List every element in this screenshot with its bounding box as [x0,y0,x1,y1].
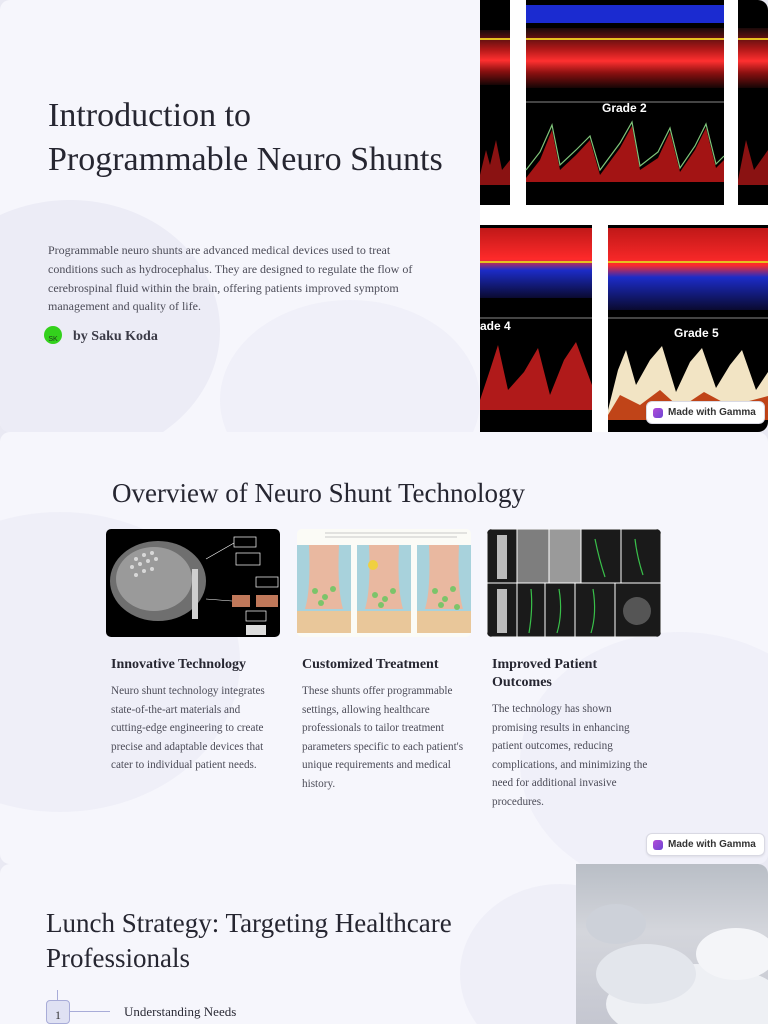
grade-5-label: Grade 5 [674,326,719,340]
intro-description: Programmable neuro shunts are advanced medical devices used to treat conditions such as hydrocephalus. They are designed to regulate the flow of cerebrospinal fluid within the brain, offering patients improved symptom management and quality of life. [48,243,413,314]
card-heading: Innovative Technology [111,657,246,672]
card-body: These shunts offer programmable settings, allowing healthcare professionals to tailor treatment parameters specific to each patient's unique requirements and medical history. [302,685,464,790]
section-title: Lunch Strategy: Targeting Healthcare Professionals [46,908,452,973]
author-byline: by Saku Koda [73,329,158,344]
card-heading: Improved Patient Outcomes [492,657,598,690]
clouds-image [576,864,768,1024]
card-body: Neuro shunt technology integrates state-of-the-art materials and cutting-edge engineering to create precise and adaptable devices that cater to individual patient needs. [111,685,265,772]
slide-overview [0,432,768,864]
gamma-logo-icon [653,840,663,850]
card-heading: Customized Treatment [302,657,439,672]
background-shape [220,300,480,432]
avatar: SK [44,326,62,344]
card-body: The technology has shown promising results in enhancing patient outcomes, reducing complications, and minimizing the need for additional invasive procedures. [492,703,648,808]
slide-lunch-strategy [0,864,768,1024]
card-image-synapse [297,529,471,637]
step-number: 1 [46,1000,70,1024]
grade-2-label: Grade 2 [602,101,647,115]
section-title: Overview of Neuro Shunt Technology [112,478,526,508]
timeline-connector [57,990,58,1000]
card-image-xray [106,529,280,637]
badge-label: Made with Gamma [668,839,756,850]
grade-4-label: ade 4 [480,319,511,333]
gamma-logo-icon [653,408,663,418]
page-title: Introduction to Programmable Neuro Shunts [48,97,443,178]
card-image-mri-grid [487,529,661,637]
made-with-gamma-badge[interactable] [646,833,765,856]
doppler-ultrasound-image [480,0,768,432]
slide-intro [0,0,768,432]
badge-label: Made with Gamma [668,407,756,418]
timeline-connector [70,1011,110,1012]
step-label: Understanding Needs [124,1004,237,1019]
made-with-gamma-badge[interactable] [646,401,765,424]
